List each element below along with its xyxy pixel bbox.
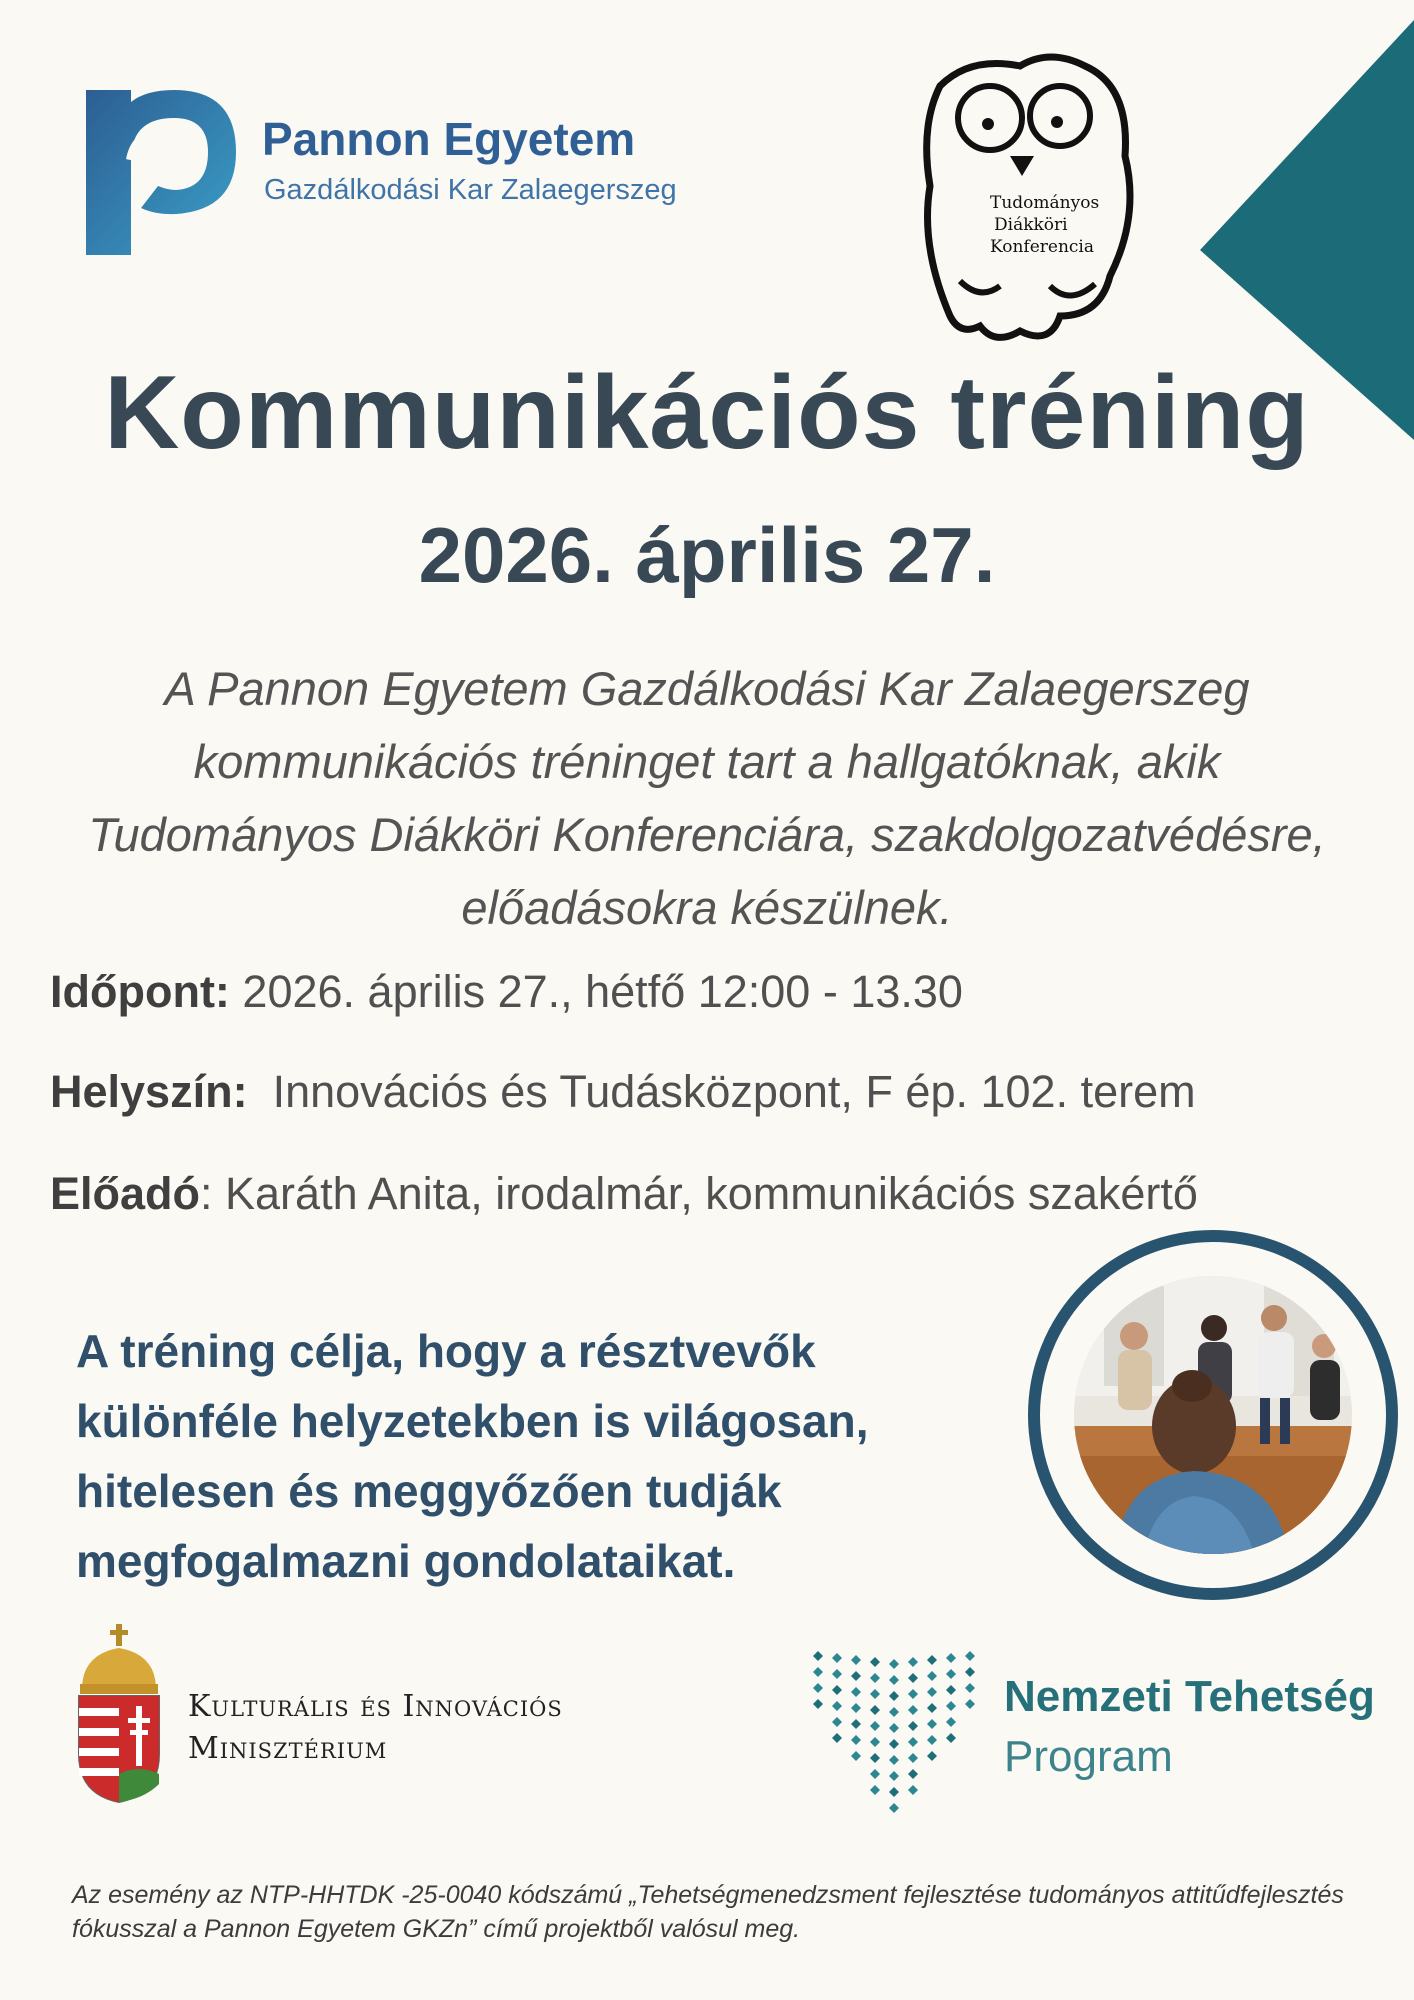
- ntp-diamond: [889, 1723, 899, 1733]
- ntp-diamond: [870, 1689, 880, 1699]
- ntp-diamond: [946, 1669, 956, 1679]
- ntp-diamond: [813, 1699, 823, 1709]
- ministry-line-2: Minisztérium: [188, 1731, 388, 1766]
- funding-footnote: Az esemény az NTP-HHTDK -25-0040 kódszámú „Tehetségmenedzsment fejlesztése tudományos attitűdfejlesztés fókusszal a Pannon Egyetem GKZn” című projektből valósul meg.: [72, 1881, 1344, 1943]
- detail-speaker: [50, 1168, 1198, 1220]
- ntp-diamond: [851, 1751, 861, 1761]
- ntp-diamond: [946, 1685, 956, 1695]
- ntp-diamond: [946, 1733, 956, 1743]
- ntp-diamond: [889, 1659, 899, 1669]
- goal-line-3: hitelesen és meggyőzően tudják: [76, 1465, 782, 1517]
- ntp-diamond: [908, 1657, 918, 1667]
- ntp-diamond: [946, 1717, 956, 1727]
- ntp-diamond: [927, 1655, 937, 1665]
- ntp-diamond: [927, 1703, 937, 1713]
- ntp-diamond: [946, 1653, 956, 1663]
- ntp-diamond: [927, 1719, 937, 1729]
- detail-place: [50, 1066, 1196, 1118]
- ntp-diamond: [813, 1683, 823, 1693]
- event-date: 2026. április 27.: [418, 511, 996, 599]
- ntp-diamond: [832, 1717, 842, 1727]
- ntp-diamond: [889, 1739, 899, 1749]
- ntp-diamond: [832, 1653, 842, 1663]
- ntp-diamond: [946, 1701, 956, 1711]
- ntp-diamond: [832, 1669, 842, 1679]
- ntp-diamond: [870, 1705, 880, 1715]
- ntp-diamond: [889, 1771, 899, 1781]
- ntp-diamond: [889, 1755, 899, 1765]
- ntp-diamond: [870, 1785, 880, 1795]
- ntp-diamond: [965, 1651, 975, 1661]
- ntp-diamond: [813, 1667, 823, 1677]
- ntp-diamond: [889, 1787, 899, 1797]
- speaker-value: : Karáth Anita, irodalmár, kommunikációs szakértő: [200, 1168, 1198, 1219]
- speaker-label: Előadó: [50, 1168, 201, 1219]
- ntp-diamond: [851, 1735, 861, 1745]
- ntp-diamond: [908, 1737, 918, 1747]
- faculty-name: Gazdálkodási Kar Zalaegerszeg: [264, 174, 677, 206]
- time-value: 2026. április 27., hétfő 12:00 - 13.30: [229, 966, 963, 1017]
- ntp-diamond: [870, 1721, 880, 1731]
- training-goal: [76, 1316, 1026, 1596]
- ntp-diamond: [813, 1651, 823, 1661]
- hungarian-coat-of-arms-icon: [74, 1624, 164, 1804]
- time-label: Időpont:: [50, 966, 230, 1017]
- ntp-diamond: [927, 1687, 937, 1697]
- ntp-diamond: [870, 1657, 880, 1667]
- ntp-diamond: [851, 1703, 861, 1713]
- event-title: Kommunikációs tréning: [104, 355, 1310, 471]
- ntp-diamond: [870, 1753, 880, 1763]
- ntp-diamond: [908, 1753, 918, 1763]
- tdk-line-2: Diákköri: [994, 215, 1068, 235]
- ntp-logo-icon: [808, 1625, 988, 1835]
- ntp-diamond: [889, 1691, 899, 1701]
- tdk-line-3: Konferencia: [990, 237, 1095, 257]
- ntp-diamond: [832, 1685, 842, 1695]
- ntp-diamond: [851, 1687, 861, 1697]
- place-label: Helyszín:: [50, 1066, 248, 1117]
- ntp-diamond: [832, 1701, 842, 1711]
- tdk-logo-text: [990, 192, 1099, 258]
- ntp-diamond: [870, 1769, 880, 1779]
- goal-line-4: megfogalmazni gondolataikat.: [76, 1535, 736, 1587]
- ntp-name: Nemzeti Tehetség: [1004, 1672, 1375, 1721]
- ntp-diamond: [927, 1751, 937, 1761]
- training-photo: [1074, 1276, 1352, 1554]
- ntp-diamond: [851, 1655, 861, 1665]
- goal-line-1: A tréning célja, hogy a résztvevők: [76, 1325, 816, 1377]
- ntp-diamond: [927, 1735, 937, 1745]
- ntp-diamond: [908, 1705, 918, 1715]
- ntp-diamond: [908, 1673, 918, 1683]
- ntp-diamond: [927, 1671, 937, 1681]
- ntp-diamond: [889, 1675, 899, 1685]
- ministry-line-1: Kulturális és Innovációs: [188, 1689, 563, 1724]
- place-value: Innovációs és Tudásközpont, F ép. 102. terem: [247, 1066, 1196, 1117]
- ntp-diamond: [965, 1667, 975, 1677]
- goal-line-2: különféle helyzetekben is világosan,: [76, 1395, 869, 1447]
- ntp-diamond: [908, 1689, 918, 1699]
- tdk-line-1: Tudományos: [990, 193, 1100, 213]
- ntp-diamond: [908, 1721, 918, 1731]
- event-intro: A Pannon Egyetem Gazdálkodási Kar Zalaegerszeg kommunikációs tréninget tart a hallgatóknak, akik Tudományos Diákköri Konferenciára, szakdolgozatvédésre, előadásokra készülnek.: [88, 662, 1326, 934]
- ntp-diamond: [870, 1673, 880, 1683]
- detail-time: [50, 966, 963, 1018]
- ntp-diamond: [870, 1737, 880, 1747]
- ntp-diamond: [965, 1699, 975, 1709]
- ministry-name: [188, 1686, 563, 1770]
- university-name: Pannon Egyetem: [262, 113, 636, 165]
- ntp-diamond: [851, 1719, 861, 1729]
- ntp-diamond: [851, 1671, 861, 1681]
- ntp-diamond: [908, 1785, 918, 1795]
- ntp-diamond: [908, 1769, 918, 1779]
- ntp-diamond: [965, 1683, 975, 1693]
- ntp-diamond: [832, 1733, 842, 1743]
- ntp-diamond: [889, 1803, 899, 1813]
- pannon-egyetem-logo-icon: [86, 90, 236, 255]
- ntp-diamond: [889, 1707, 899, 1717]
- ntp-program: Program: [1004, 1732, 1173, 1781]
